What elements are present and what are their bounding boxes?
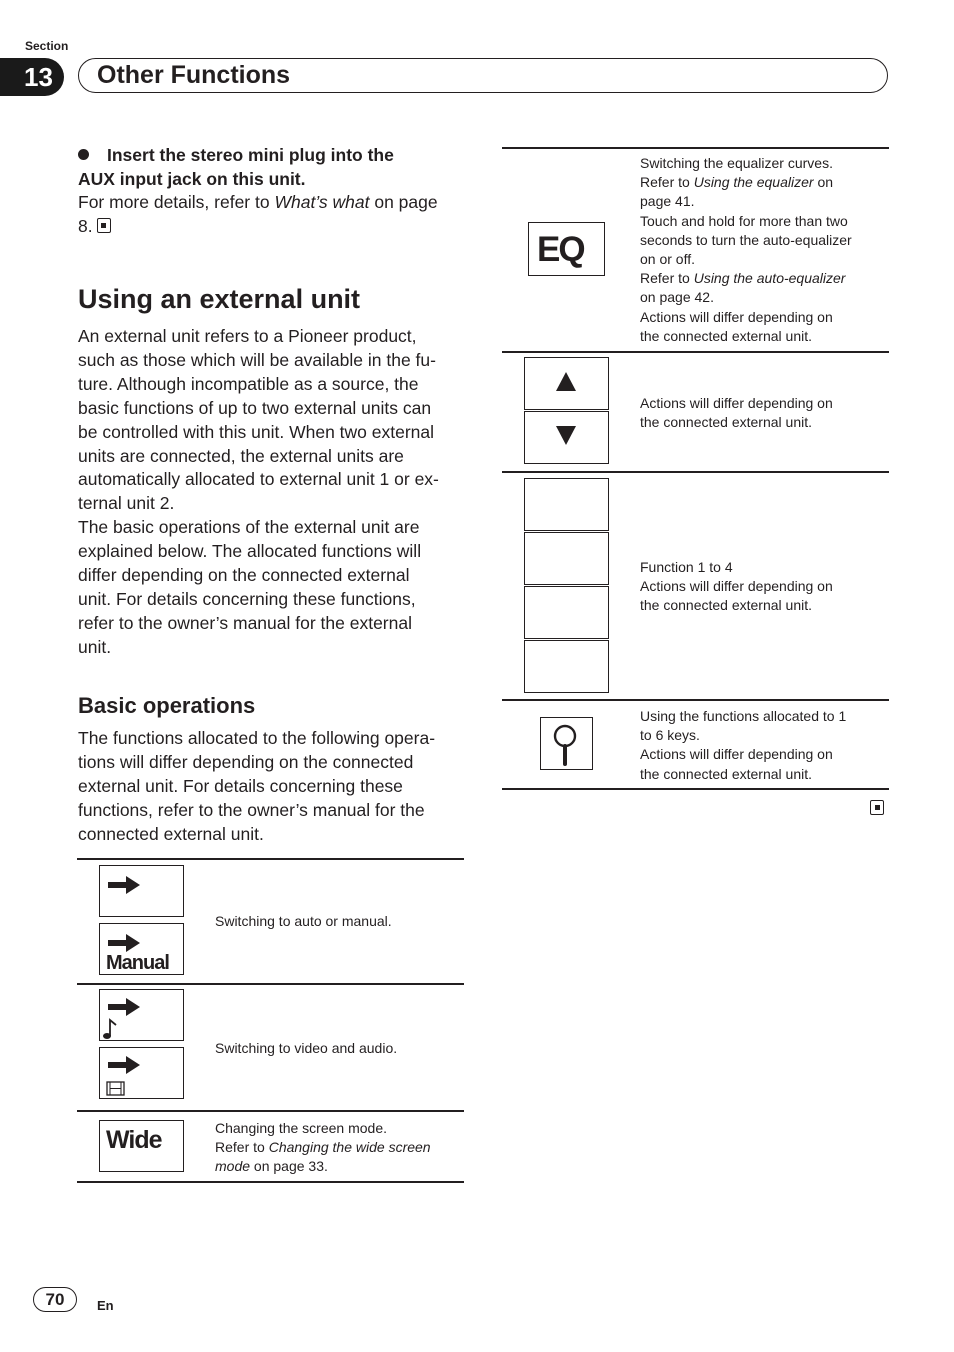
row1-description: Switching to auto or manual. [215,913,392,929]
basic-line: tions will differ depending on the connected [78,751,414,772]
basic-line: external unit. For details concerning these [78,775,403,796]
instruction-line-1: Insert the stereo mini plug into the [107,145,394,165]
eq-line-text: the connected external unit. [640,327,813,344]
eq-key[interactable] [528,222,605,276]
search-line3: Actions will differ depending on [640,746,833,763]
basic-line: functions, refer to the owner’s manual for the [78,799,425,820]
search-key[interactable] [540,717,593,770]
manual-key-label: Manual [106,952,169,974]
audio-key[interactable] [99,989,184,1041]
sub-heading: Basic operations [78,693,256,718]
function-line1: Function 1 to 4 [640,559,733,575]
function-description [640,558,833,616]
language-code: En [97,1298,114,1313]
search-description [640,707,885,784]
right-key-table [502,147,889,792]
intro-line: basic functions of up to two external units can [78,397,432,418]
eq-line [640,250,885,269]
instruction-line-2: AUX input jack on this unit. [78,169,306,189]
intro-paragraph [78,325,473,660]
end-mark-icon [97,218,111,233]
search-line1: Using the functions allocated to 1 [640,708,847,724]
triangle-down-icon [525,412,610,465]
eq-line [640,231,885,250]
details-pre: For more details, refer to [78,192,275,212]
search-line4: the connected external unit. [640,765,813,782]
updown-description [640,394,833,432]
intro-line: automatically allocated to external unit 1 or ex- [78,469,439,490]
row-divider [77,983,464,985]
basic-line: connected external unit. [78,823,264,844]
intro-line: ture. Although incompatible as a source, the [78,373,419,394]
details-post: on page [369,192,438,212]
basic-operations-paragraph [78,727,473,847]
table-bottom-rule [502,788,889,790]
video-key[interactable] [99,1047,184,1099]
function-2-key[interactable] [524,532,609,585]
intro-line: unit. For details concerning these functions, [78,588,416,609]
intro-line: refer to the owner’s manual for the external [78,612,412,633]
table-bottom-rule [77,1181,464,1183]
eq-line [640,269,885,288]
wide-screen-link[interactable]: Changing the wide screen [268,1139,431,1156]
eq-line [640,327,885,346]
function-1-key[interactable] [524,478,609,531]
intro-line: units are connected, the external units are [78,445,404,466]
row2-description: Switching to video and audio. [215,1040,398,1056]
section-title: Other Functions [97,61,291,89]
row3-line2-pre: Refer to [215,1139,269,1156]
wide-key-label: Wide [106,1126,162,1154]
wide-screen-link-cont[interactable]: mode [215,1158,251,1175]
section-number-tab: 13 [0,58,64,96]
eq-line [640,288,885,307]
row3-line1: Changing the screen mode. [215,1120,387,1136]
eq-line [640,212,885,231]
details-reference [78,191,468,239]
eq-line-text: Refer to [640,174,694,191]
intro-line: unit. [78,636,112,657]
eq-line [640,173,885,192]
eq-line [640,154,885,173]
function-line2: Actions will differ depending on [640,578,833,595]
eq-line-text: seconds to turn the auto-equalizer [640,231,852,248]
eq-line-text: Refer to [640,270,694,287]
row-divider [502,351,889,353]
section-title-bar [78,58,888,93]
eq-reference-link[interactable]: Using the auto-equalizer [693,270,846,287]
eq-line-text: page 41. [640,193,695,210]
row3-description [215,1119,460,1177]
function-3-key[interactable] [524,586,609,639]
instruction-step [78,143,468,191]
row3-line3-post: on page 33. [250,1158,328,1175]
arrow-right-icon [100,866,185,918]
row-divider [502,699,889,701]
function-4-key[interactable] [524,640,609,693]
page-number: 70 [33,1287,77,1312]
eq-reference-link[interactable]: Using the equalizer [693,174,814,191]
search-icon [541,718,594,771]
eq-line-post: on [813,174,834,191]
details-link[interactable]: What’s what [274,192,370,212]
basic-line: The functions allocated to the following opera- [78,728,436,748]
row-divider [77,1110,464,1112]
function-line3: the connected external unit. [640,597,813,614]
eq-line [640,192,885,211]
wide-key[interactable] [99,1120,184,1172]
triangle-up-icon [525,358,610,411]
intro-line: An external unit refers to a Pioneer product, [78,326,417,346]
music-note-icon [100,990,185,1042]
film-icon [100,1048,185,1100]
eq-description [640,154,885,346]
eq-line-text: Touch and hold for more than two [640,212,848,229]
up-key[interactable] [524,357,609,410]
intro-line: differ depending on the connected external [78,565,410,586]
end-mark-icon [870,800,884,815]
eq-line-text: Actions will differ depending on [640,308,833,325]
left-key-table [77,858,464,1184]
updown-line1: Actions will differ depending on [640,395,833,411]
eq-line [640,308,885,327]
eq-line-text: on or off. [640,251,696,268]
intro-line: ternal unit 2. [78,493,175,514]
intro-line: such as those which will be available in the fu- [78,349,436,370]
intro-line: The basic operations of the external unit are [78,517,420,538]
auto-key[interactable] [99,865,184,917]
eq-key-label: EQ [537,230,584,269]
details-page: 8. [78,215,93,236]
down-key[interactable] [524,411,609,464]
intro-line: be controlled with this unit. When two external [78,421,435,442]
intro-line: explained below. The allocated functions will [78,541,422,562]
section-label: Section [25,39,69,53]
main-heading: Using an external unit [78,284,361,314]
manual-key[interactable] [99,923,184,975]
left-column [78,143,468,239]
search-line2: to 6 keys. [640,727,700,744]
updown-line2: the connected external unit. [640,414,813,431]
table-top-rule [77,858,464,860]
eq-line-text: Switching the equalizer curves. [640,155,833,171]
eq-line-text: on page 42. [640,289,714,306]
bullet-icon [78,149,89,160]
table-top-rule [502,147,889,149]
row-divider [502,471,889,473]
